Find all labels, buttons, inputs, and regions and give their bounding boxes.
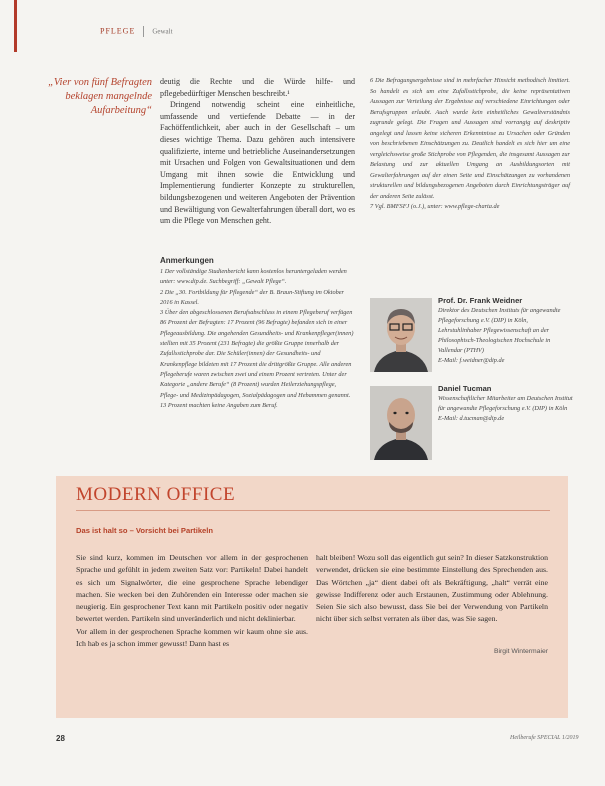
header-divider — [143, 26, 144, 37]
box-paragraph: Vor allem in der gesprochenen Sprache kommen wir kaum ohne sie aus. Ich hab es ja schon immer gewusst! Dann hast es — [76, 626, 308, 649]
notes-section — [160, 256, 355, 411]
notes-heading: Anmerkungen — [160, 256, 214, 265]
author-photo-weidner — [370, 298, 432, 372]
margin-rule — [14, 0, 17, 52]
subsection-label: Gewalt — [152, 27, 173, 36]
box-column-1 — [76, 552, 308, 650]
author-photo-tucman — [370, 386, 432, 460]
endnote: 7 Vgl. BMFSFJ (o.J.), unter: www.pflege-charta.de — [370, 203, 500, 210]
paragraph: deutig die Rechte und die Würde hilfe- und pflegebedürftiger Menschen beschreibt.¹ — [160, 77, 355, 98]
page-number: 28 — [56, 734, 65, 743]
author-description: Wissenschaftlicher Mitarbeiter am Deutschen Institut für angewandte Pflegeforschung e.V. (DIP) in Köln — [438, 395, 573, 412]
pull-quote: „Vier von fünf Befragten beklagen mangelnde Aufarbeitung“ — [48, 77, 152, 116]
author-bio-weidner — [438, 296, 573, 366]
author-name: Prof. Dr. Frank Weidner — [438, 296, 523, 305]
paragraph: Dringend notwendig scheint eine einheitliche, umfassende und vertiefende Debatte — in der Fachöffentlichkeit, aber auch in der Gesellschaft – um dieses wichtige Thema. Dazu gehören auch intensivere qualifizierte, interne und betriebliche Auseinandersetzungen mit Ursachen und Folgen von Gewaltsituationen und dem Umgang mit ihnen sowie die Entwicklung und Implementierung fundierter Konzepte zu strukturellen, bildungsbezogenen und weiteren Angeboten der Prävention und Bewältigung von Gewalterfahrungen überall dort, wo es um die Pflege von Menschen geht. — [160, 100, 355, 226]
box-column-2 — [316, 552, 548, 626]
box-paragraph: Sie sind kurz, kommen im Deutschen vor allem in der gesprochenen Sprache und gefühlt in jedem zweiten Satz vor: Partikeln! Dabei handelt es sich um Signalwörter, die eine gesprochene Sprache lebendiger machen. Sie wecken bei den Zuhörenden ein Interesse oder machen sie neugierig. Ein gesprochener Text kann mit Partikeln positiv oder negativ bewertet werden. Partikeln sind unveränderlich und nicht deklinierbar. — [76, 553, 308, 624]
note-item: 3 Über den abgeschlossenen Berufsabschluss in einem Pflegeberuf verfügen 86 Prozent der Befragten: 17 Prozent (96 Befragte) befanden sich in einer Pflegeausbildung. Die angehenden Gesundheits- und Krankenpfleger(innen) stellten mit 35 Prozent (231 Befragte) die größte Gruppe innerhalb der Zufallsstichprobe dar. Die Schüler(innen) der Gesundheits- und Krankenpflege bildeten mit 17 Prozent die drittgrößte Gruppe. Alle anderen Pflegeberufe waren zwischen zwei und einem Prozent vertreten. Unter der Kategorie „andere Berufe“ (8 Prozent) wurden Heilerziehungspflege, Pflege- und Medizinpädagogen, Sozialpädagogen und Hebammen genannt. 13 Prozent machten keine Angaben zum Beruf. — [160, 309, 354, 409]
author-name: Daniel Tucman — [438, 384, 492, 393]
note-item: 1 Der vollständige Studienbericht kann kostenlos heruntergeladen werden unter: www.dip.de. Suchbegriff: „Gewalt Pflege“. — [160, 268, 347, 286]
endnotes-column — [370, 76, 570, 213]
author-email: E-Mail: f.weidner@dip.de — [438, 357, 505, 364]
footer-publication: Heilberufe SPECIAL 1/2019 — [510, 735, 579, 741]
box-subtitle: Das ist halt so – Vorsicht bei Partikeln — [76, 526, 214, 535]
note-item: 2 Die „30. Fortbildung für Pflegende“ der B. Braun-Stiftung im Oktober 2016 in Kassel. — [160, 288, 344, 306]
notes-list — [160, 267, 355, 411]
endnote: 6 Die Befragungsergebnisse sind in mehrfacher Hinsicht methodisch limitiert. So handelt es sich um eine Zufallsstichprobe, die keine repräsentativen Aussagen zur Verteilung der Ergebnisse auf verschiedene Einrichtungen oder Berufsgruppen erlaubt. Auch wurde kein einheitliches Gewaltverständnis zugrunde gelegt. Die Fragen und Aussagen sind vorrangig auf deskriptiv angelegt und lassen keine sicheren Erkenntnisse zu Ursachen oder Gründen von beschriebenen Einschätzungen zu. Deutlich handelt es sich hier um eine vergleichsweise große Stichprobe von Pflegenden, die insgesamt Aussagen zur Belastung und zur aktuellen Umgang an Ausbildungsorten mit Gewalterfahrungen auf der einen Seite und Einschätzungen zu vorhandenen strukturellen und bildungsbezogenen Angeboten durch Einrichtungsträger auf der anderen Seite zulässt. — [370, 77, 570, 200]
box-paragraph: halt bleiben! Wozu soll das eigentlich gut sein? In dieser Satzkonstruktion verwendet, drücken sie eine bestimmte Einstellung des Sprechenden aus. Das Wörtchen „ja“ dient dabei oft als Bekräftigung, „halt“ verrät eine gewisse Indifferenz oder auch Erstaunen, Zustimmung oder Ablehnung. Seien Sie sich also bewusst, dass Sie bei der Verwendung von Partikeln nicht über sich selbst verraten als über das, was Sie sagen. — [316, 553, 548, 624]
box-signature: Birgit Wintermaier — [493, 648, 548, 655]
section-label: PFLEGE — [100, 26, 136, 36]
author-bio-tucman — [438, 384, 573, 424]
author-description: Direktor des Deutschen Instituts für angewandte Pflegeforschung e.V. (DIP) in Köln, Lehrstuhlinhaber Pflegewissenschaft an der Philosophisch-Theologischen Hochschule in Vallendar (PTHV) — [438, 307, 561, 354]
box-title: MODERN OFFICE — [76, 484, 236, 505]
body-column-1 — [160, 76, 355, 227]
running-header — [100, 26, 173, 37]
box-divider — [76, 510, 550, 511]
author-email: E-Mail: d.tucman@dip.de — [438, 415, 505, 422]
modern-office-box — [56, 476, 568, 718]
